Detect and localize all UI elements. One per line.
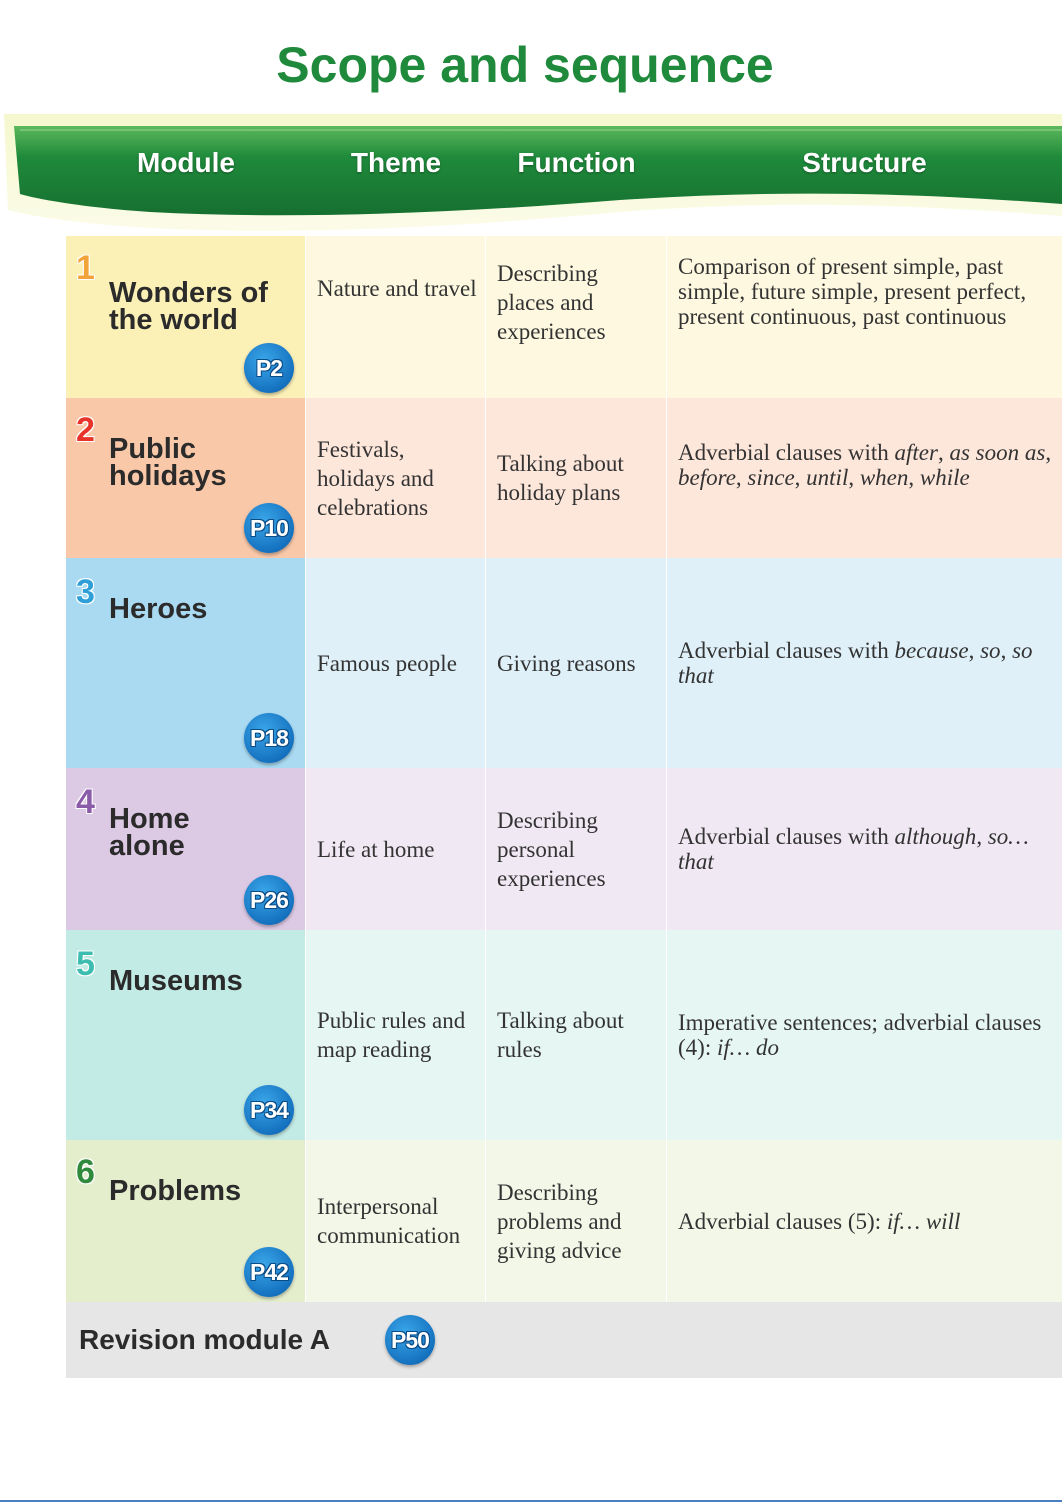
header-theme: Theme	[350, 147, 442, 178]
function-cell	[486, 768, 667, 930]
page-badge[interactable]: P34	[244, 1085, 294, 1135]
structure-fragment: Adverbial clauses (5):	[678, 1208, 887, 1234]
theme-text: Interpersonal communication	[317, 1194, 461, 1248]
structure-cell	[667, 558, 1062, 768]
revision-label: Revision module A	[79, 1324, 331, 1355]
structure-fragment: ,	[1000, 638, 1013, 663]
page-badge[interactable]: P18	[244, 713, 294, 763]
structure-keyword: before	[678, 465, 736, 490]
module-cell	[66, 768, 306, 930]
function-text: Describing places and experiences	[497, 261, 606, 344]
function-cell	[486, 236, 667, 398]
function-text: Giving reasons	[497, 650, 636, 676]
structure-fragment: Comparison of present simple, past simple, future simple, present perfect, present continuous, past continuous	[678, 254, 1027, 329]
structure-cell	[667, 768, 1062, 930]
function-text: Talking about rules	[497, 1008, 624, 1062]
function-text: Talking about holiday plans	[497, 451, 624, 505]
structure-fragment: ,	[937, 440, 950, 465]
module-number: 4	[76, 783, 95, 821]
page-badge[interactable]: P50	[385, 1315, 435, 1365]
table-row	[66, 930, 1062, 1140]
structure-fragment: ,	[976, 824, 988, 849]
structure-keyword: while	[919, 465, 970, 490]
structure-keyword: until	[806, 465, 849, 490]
structure-cell	[667, 236, 1062, 398]
function-cell	[486, 930, 667, 1140]
structure-cell	[667, 1140, 1062, 1302]
theme-cell	[306, 236, 486, 398]
structure-fragment: Imperative sentences; adverbial clauses (4):	[678, 1010, 1042, 1060]
structure-fragment: ,	[1045, 440, 1052, 465]
module-cell	[66, 1140, 306, 1302]
module-title: Public holidays	[109, 433, 227, 492]
module-number: 6	[76, 1153, 95, 1191]
structure-keyword: so	[980, 638, 1001, 663]
structure-text	[678, 440, 1052, 490]
module-cell	[66, 558, 306, 768]
table-row	[66, 1140, 1062, 1302]
table-row	[66, 236, 1062, 398]
module-cell	[66, 398, 306, 558]
structure-fragment: ,	[794, 465, 807, 490]
module-number: 2	[76, 411, 95, 449]
structure-text	[678, 638, 1052, 688]
page-title: Scope and sequence	[276, 37, 774, 93]
structure-text	[678, 1010, 1052, 1060]
theme-text: Life at home	[317, 836, 435, 862]
theme-cell	[306, 398, 486, 558]
page-badge[interactable]: P26	[244, 875, 294, 925]
page-badge[interactable]: P2	[244, 343, 294, 393]
structure-text	[678, 1209, 960, 1234]
module-number: 5	[76, 945, 95, 983]
structure-text	[678, 254, 1052, 329]
page-badge[interactable]: P42	[244, 1247, 294, 1297]
structure-keyword: if… do	[716, 1035, 779, 1060]
function-cell	[486, 398, 667, 558]
table-row	[66, 768, 1062, 930]
table-row	[66, 558, 1062, 768]
structure-keyword: so… that	[678, 824, 1029, 874]
structure-keyword: because	[894, 638, 969, 663]
header-module: Module	[137, 147, 235, 178]
theme-cell	[306, 768, 486, 930]
structure-keyword: when	[859, 465, 909, 490]
structure-fragment: Adverbial clauses with	[678, 440, 895, 465]
module-number: 3	[76, 573, 95, 611]
structure-cell	[667, 398, 1062, 558]
structure-fragment: ,	[848, 465, 860, 490]
function-text: Describing personal experiences	[497, 807, 606, 891]
module-cell	[66, 236, 306, 398]
table-row	[66, 398, 1062, 558]
theme-text: Public rules and map reading	[317, 1008, 466, 1062]
structure-fragment: Adverbial clauses with	[678, 824, 895, 849]
theme-cell	[306, 930, 486, 1140]
page-badge[interactable]: P10	[244, 503, 294, 553]
structure-cell	[667, 930, 1062, 1140]
function-cell	[486, 1140, 667, 1302]
theme-cell	[306, 1140, 486, 1302]
theme-cell	[306, 558, 486, 768]
structure-text	[678, 824, 1052, 874]
module-title: Home alone	[109, 803, 190, 862]
structure-keyword: although	[894, 824, 977, 849]
module-title: Problems	[109, 1175, 242, 1207]
structure-keyword: so that	[678, 638, 1033, 688]
revision-row	[66, 1302, 1062, 1378]
structure-keyword: after	[894, 440, 938, 465]
theme-text: Festivals, holidays and celebrations	[317, 436, 434, 520]
theme-text: Nature and travel	[317, 276, 477, 301]
header-function: Function	[517, 147, 636, 178]
structure-keyword: since	[747, 465, 795, 490]
module-title: Museums	[109, 965, 243, 997]
structure-fragment: ,	[735, 465, 748, 490]
structure-fragment: Adverbial clauses with	[678, 638, 895, 663]
structure-keyword: as soon as	[949, 440, 1046, 465]
structure-fragment: ,	[908, 465, 920, 490]
theme-text: Famous people	[317, 650, 457, 676]
bottom-rule	[0, 1500, 1062, 1502]
module-title: Heroes	[109, 593, 208, 625]
function-cell	[486, 558, 667, 768]
structure-fragment: ,	[968, 638, 981, 663]
function-text: Describing problems and giving advice	[497, 1179, 622, 1263]
structure-keyword: if… will	[886, 1208, 961, 1234]
header-structure: Structure	[802, 147, 927, 178]
module-cell	[66, 930, 306, 1140]
module-title: Wonders of the world	[109, 277, 268, 336]
module-number: 1	[76, 249, 95, 287]
